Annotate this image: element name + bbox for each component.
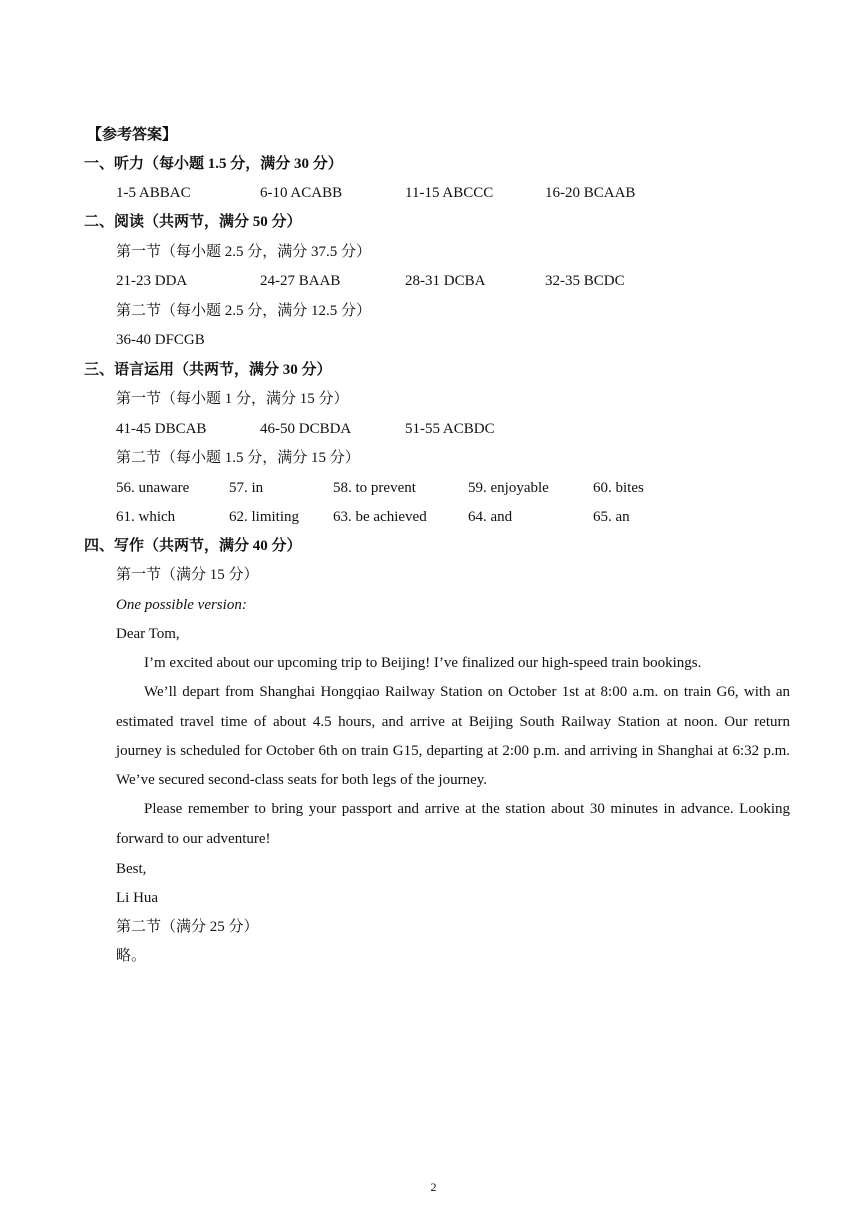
answer-group: 6-10 ACABB [260,185,343,201]
writing-heading: 四、写作（共两节，满分 40 分） [84,538,302,554]
reading-section2-heading: 第二节（每小题 2.5 分，满分 12.5 分） [116,303,372,319]
answer-group: 51-55 ACBDC [405,421,495,437]
fill-answer: 59. enjoyable [468,480,549,496]
fill-answer: 61. which [116,509,176,525]
page-title: 【参考答案】 [87,127,178,143]
signature: Li Hua [116,890,159,906]
letter-body [116,649,790,854]
answer-group: 24-27 BAAB [260,273,341,289]
answer-group: 28-31 DCBA [405,273,486,289]
salutation: Dear Tom, [116,626,180,642]
fill-answer: 56. unaware [116,480,190,496]
fill-answer: 62. limiting [229,509,300,525]
version-label: One possible version: [116,597,247,613]
answer-group: 16-20 BCAAB [545,185,636,201]
language-section1-heading: 第一节（每小题 1 分，满分 15 分） [116,391,349,407]
writing-section2-heading: 第二节（满分 25 分） [116,919,259,935]
closing: Best, [116,861,147,877]
page-number: 2 [430,1180,437,1194]
fill-answer: 58. to prevent [333,480,416,496]
writing-section1-heading: 第一节（满分 15 分） [116,567,259,583]
reading-section1-heading: 第一节（每小题 2.5 分，满分 37.5 分） [116,244,372,260]
fill-answer: 63. be achieved [333,509,427,525]
answer-group: 11-15 ABCCC [405,185,494,201]
answer-group: 36-40 DFCGB [116,332,205,348]
answer-group: 41-45 DBCAB [116,421,207,437]
listening-heading: 一、听力（每小题 1.5 分，满分 30 分） [84,156,343,172]
language-section2-heading: 第二节（每小题 1.5 分，满分 15 分） [116,450,360,466]
letter-paragraph: Please remember to bring your passport and arrive at the station about 30 minutes in advance. Looking forward to our adventure! [116,801,790,847]
fill-answer: 57. in [229,480,264,496]
fill-answer: 65. an [593,509,630,525]
answer-group: 1-5 ABBAC [116,185,191,201]
letter-paragraph: We’ll depart from Shanghai Hongqiao Railway Station on October 1st at 8:00 a.m. on train G6, with an estimated travel time of about 4.5 hours, and arrive at Beijing South Railway Station at noon. Our return journey is scheduled for October 6th on train G15, departing at 2:00 p.m. and arriving in Shanghai at 6:32 p.m. We’ve secured second-class seats for both legs of the journey. [116,684,790,789]
fill-answer: 60. bites [593,480,644,496]
letter-paragraph: I’m excited about our upcoming trip to Beijing! I’ve finalized our high-speed train bookings. [144,655,702,671]
reading-heading: 二、阅读（共两节，满分 50 分） [84,214,302,230]
writing-section2-text: 略。 [116,948,147,964]
language-heading: 三、语言运用（共两节，满分 30 分） [84,362,332,378]
answer-group: 46-50 DCBDA [260,421,352,437]
answer-group: 32-35 BCDC [545,273,625,289]
fill-answer: 64. and [468,509,513,525]
answer-group: 21-23 DDA [116,273,188,289]
